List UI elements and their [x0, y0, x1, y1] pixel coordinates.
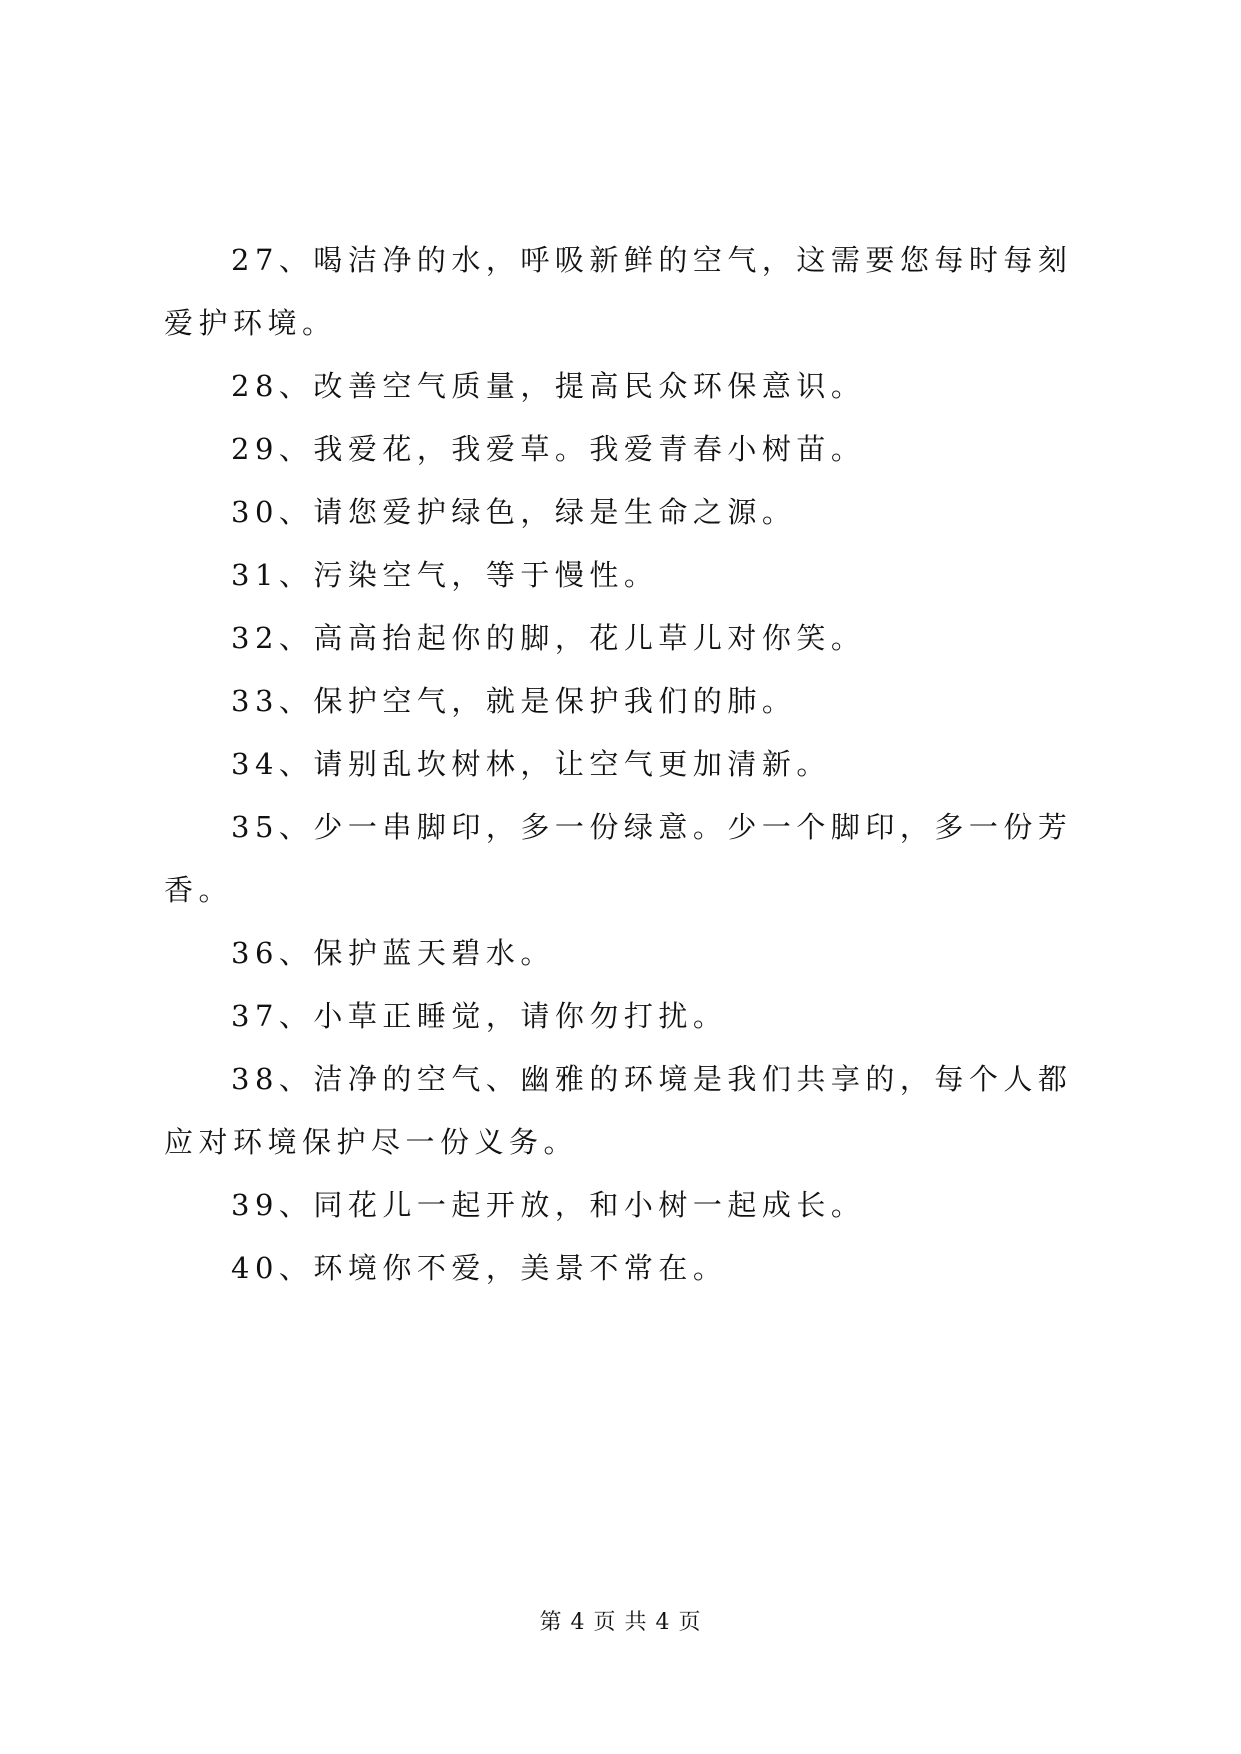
document-body	[164, 229, 1094, 1300]
page-footer: 第 4 页 共 4 页	[539, 1610, 702, 1635]
list-item: 29、我爱花，我爱草。我爱青春小树苗。	[231, 432, 866, 466]
list-item: 35、少一串脚印，多一份绿意。少一个脚印，多一份芳香。	[164, 810, 1073, 907]
list-item: 39、同花儿一起开放，和小树一起成长。	[231, 1188, 866, 1222]
list-item: 27、喝洁净的水，呼吸新鲜的空气，这需要您每时每刻爱护环境。	[164, 243, 1073, 340]
list-item: 31、污染空气，等于慢性。	[231, 558, 659, 592]
list-item: 38、洁净的空气、幽雅的环境是我们共享的，每个人都应对环境保护尽一份义务。	[164, 1062, 1073, 1159]
list-item: 40、环境你不爱，美景不常在。	[231, 1251, 728, 1285]
list-item: 33、保护空气，就是保护我们的肺。	[231, 684, 797, 718]
list-item: 34、请别乱坎树林，让空气更加清新。	[231, 747, 831, 781]
list-item: 28、改善空气质量，提高民众环保意识。	[231, 369, 866, 403]
list-item: 30、请您爱护绿色，绿是生命之源。	[231, 495, 797, 529]
list-item: 32、高高抬起你的脚，花儿草儿对你笑。	[231, 621, 866, 655]
list-item: 37、小草正睡觉，请你勿打扰。	[231, 999, 728, 1033]
list-item: 36、保护蓝天碧水。	[231, 936, 555, 970]
